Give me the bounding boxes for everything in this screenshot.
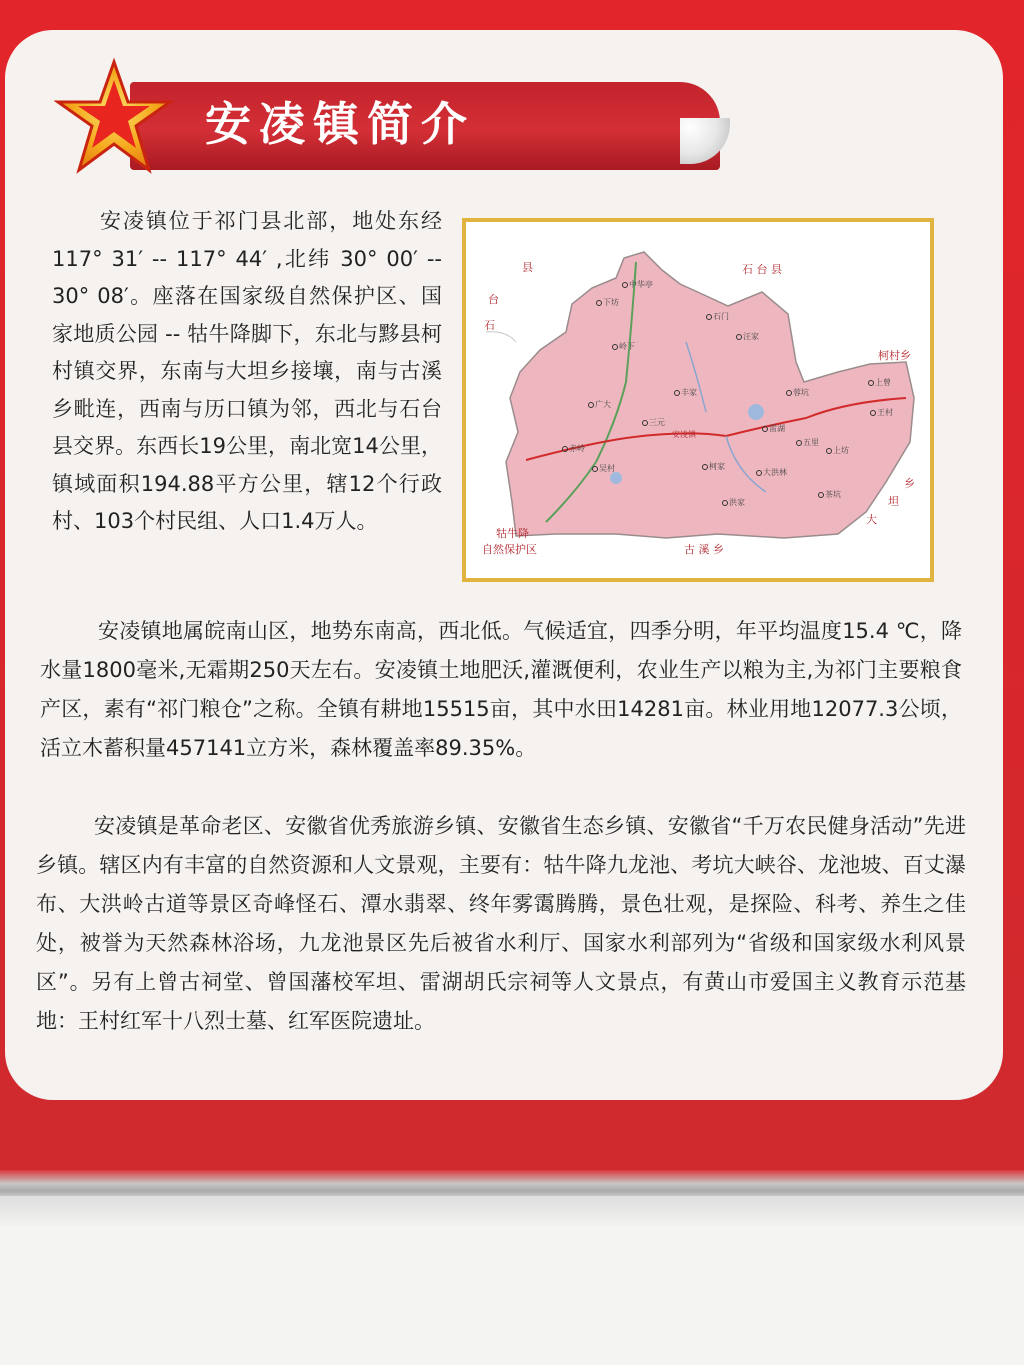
village-label: 丰家 — [674, 388, 697, 397]
village-label: 三元 — [642, 418, 665, 427]
village-label: 赤岭 — [562, 444, 585, 453]
map-label-kecun: 柯村乡 — [878, 349, 911, 362]
wall — [0, 1226, 1024, 1365]
village-label: 中华亭 — [622, 280, 653, 289]
village-label: 上坊 — [826, 446, 849, 455]
village-label: 五里 — [796, 438, 819, 447]
star-icon — [54, 58, 174, 178]
intro-paragraph-climate: 安凌镇地属皖南山区，地势东南高，西北低。气候适宜，四季分明，年平均温度15.4 ℃，降水量1800毫米,无霜期250天左右。安凌镇土地肥沃,灌溉便利，农业生产以粮为主,为祁门主要粮食产区，素有“祁门粮仓”之称。全镇有耕地15515亩，其中水田14281亩。林业用地12077.3公顷，活立木蓄积量457141立方米，森林覆盖率89.35%。 — [40, 619, 962, 760]
map-label-guxi: 古 溪 乡 — [684, 543, 724, 556]
village-label: 洪家 — [722, 498, 745, 507]
map-shape — [466, 222, 930, 578]
village-label: 下坊 — [596, 298, 619, 307]
map-label-center: 安凌镇 — [672, 430, 696, 439]
map-label-tan: 坦 — [888, 495, 899, 508]
map-label-da: 大 — [866, 513, 877, 526]
intro-paragraph-tourism: 安凌镇是革命老区、安徽省优秀旅游乡镇、安徽省生态乡镇、安徽省“千万农民健身活动”先进乡镇。辖区内有丰富的自然资源和人文景观，主要有：牯牛降九龙池、考坑大峡谷、龙池坡、百丈瀑布、大洪岭古道等景区奇峰怪石、潭水翡翠、终年雾霭腾腾，景色壮观，是探险、科考、养生之佳处，被誉为天然森林浴场，九龙池景区先后被省水利厅、国家水利部列为“省级和国家级水利风景区”。另有上曾古祠堂、曾国藩校军坦、雷湖胡氏宗祠等人文景点，有黄山市爱国主义教育示范基地：王村红军十八烈士墓、红军医院遗址。 — [36, 814, 966, 1033]
map-label-tai: 台 — [488, 293, 499, 306]
board-frame-rail — [0, 1196, 1024, 1226]
page-title: 安凌镇简介 — [205, 97, 475, 151]
map-label-shitai: 石 台 县 — [742, 263, 782, 276]
map-label-xiang: 乡 — [904, 477, 915, 490]
map-label-shi: 石 — [484, 319, 495, 332]
village-label: 广大 — [588, 400, 611, 409]
village-label: 石门 — [706, 312, 729, 321]
map-label-reserve-2: 自然保护区 — [482, 543, 537, 556]
village-label: 大洪林 — [756, 468, 787, 477]
map-label-reserve-1: 牯牛降 — [496, 527, 529, 540]
map-label-county-w: 县 — [522, 261, 533, 274]
intro-paragraph-location: 安凌镇位于祁门县北部，地处东经 117° 31′ -- 117° 44′ ,北纬 30° 00′ -- 30° 08′。座落在国家级自然保护区、国家地质公园 -- 牯牛降脚下，东北与黟县柯村镇交界，东南与大坦乡接壤，南与古溪乡毗连，西南与历口镇为邻，西北与石台县交界。东西长19公里，南北宽14公里，镇域面积194.88平方公里，辖12个行政村、103个村民组、人口1.4万人。 — [52, 209, 442, 533]
village-label: 茶坑 — [818, 490, 841, 499]
top-decoration — [430, 0, 1024, 26]
village-label: 吴村 — [592, 464, 615, 473]
village-label: 雷湖 — [762, 424, 785, 433]
village-label: 岭下 — [612, 342, 635, 351]
town-map — [462, 218, 934, 582]
village-label: 上曾 — [868, 378, 891, 387]
village-label: 汪家 — [736, 332, 759, 341]
village-label: 蓉坑 — [786, 388, 809, 397]
village-label: 柯家 — [702, 462, 725, 471]
village-label: 王村 — [870, 408, 893, 417]
